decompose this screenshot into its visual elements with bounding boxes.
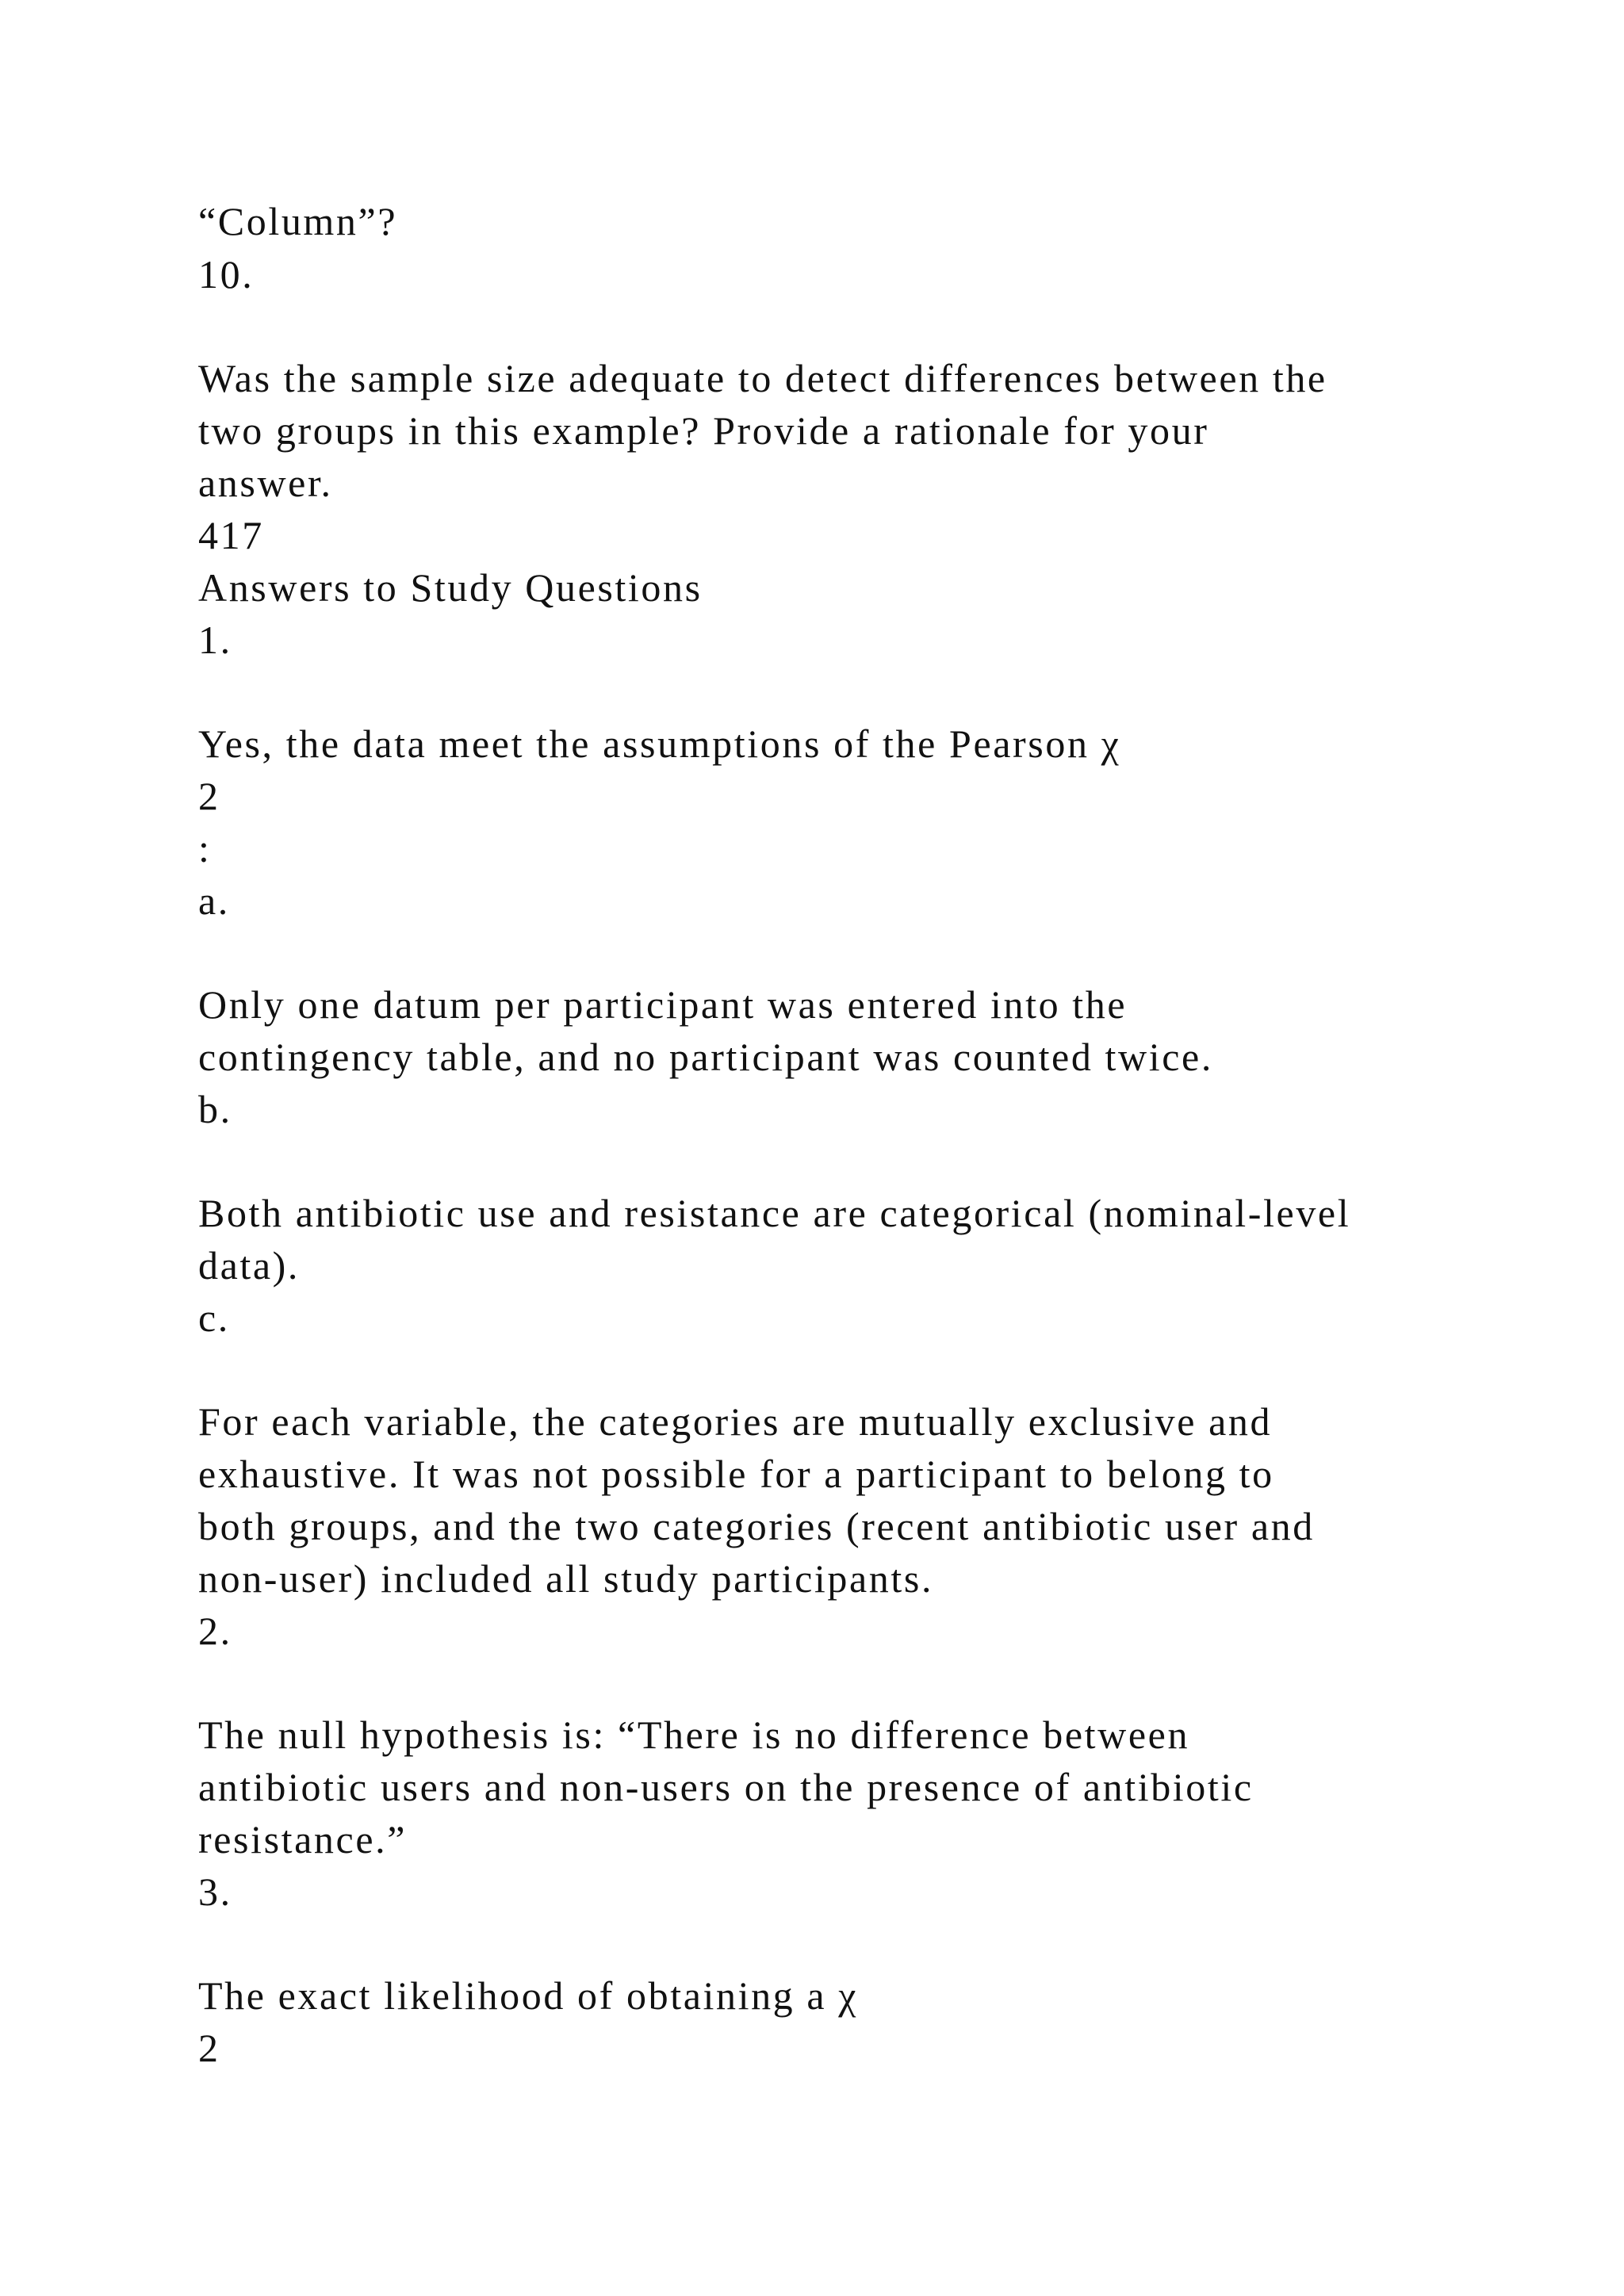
item-c-text-line-3: both groups, and the two categories (recent antibiotic user and — [198, 1504, 1315, 1548]
question-number-10: 10. — [198, 252, 255, 297]
superscript-2: 2 — [198, 774, 220, 818]
superscript-2-final: 2 — [198, 2026, 220, 2070]
item-a-text-line-1: Only one datum per participant was entered into the — [198, 982, 1128, 1027]
answer-3-text: The exact likelihood of obtaining a χ — [198, 1973, 859, 2018]
item-b-text-line-2: data). — [198, 1243, 301, 1288]
text-line-column-question: “Column”? — [198, 199, 398, 243]
answer-2-text-line-2: antibiotic users and non-users on the presence of antibiotic — [198, 1765, 1254, 1809]
question-10-text-line-3: answer. — [198, 461, 333, 505]
answer-number-1: 1. — [198, 618, 232, 662]
answer-2-text-line-3: resistance.” — [198, 1817, 408, 1862]
item-c-text-line-4: non-user) included all study participants. — [198, 1556, 934, 1601]
item-label-c: c. — [198, 1295, 230, 1340]
section-heading: Answers to Study Questions — [198, 565, 703, 610]
answer-number-3: 3. — [198, 1869, 232, 1914]
item-a-text-line-2: contingency table, and no participant was counted twice. — [198, 1035, 1213, 1079]
question-10-text-line-1: Was the sample size adequate to detect differences between the — [198, 356, 1327, 400]
answer-number-2: 2. — [198, 1609, 232, 1653]
page-number: 417 — [198, 513, 264, 557]
colon: : — [198, 826, 212, 871]
question-10-text-line-2: two groups in this example? Provide a rationale for your — [198, 408, 1209, 453]
item-label-a: a. — [198, 878, 230, 923]
item-c-text-line-1: For each variable, the categories are mutually exclusive and — [198, 1399, 1273, 1444]
answer-1-text: Yes, the data meet the assumptions of the Pearson χ — [198, 721, 1121, 766]
answer-2-text-line-1: The null hypothesis is: “There is no difference between — [198, 1712, 1190, 1757]
item-b-text-line-1: Both antibiotic use and resistance are categorical (nominal-level — [198, 1191, 1351, 1235]
item-c-text-line-2: exhaustive. It was not possible for a participant to belong to — [198, 1452, 1274, 1496]
item-label-b: b. — [198, 1087, 232, 1131]
